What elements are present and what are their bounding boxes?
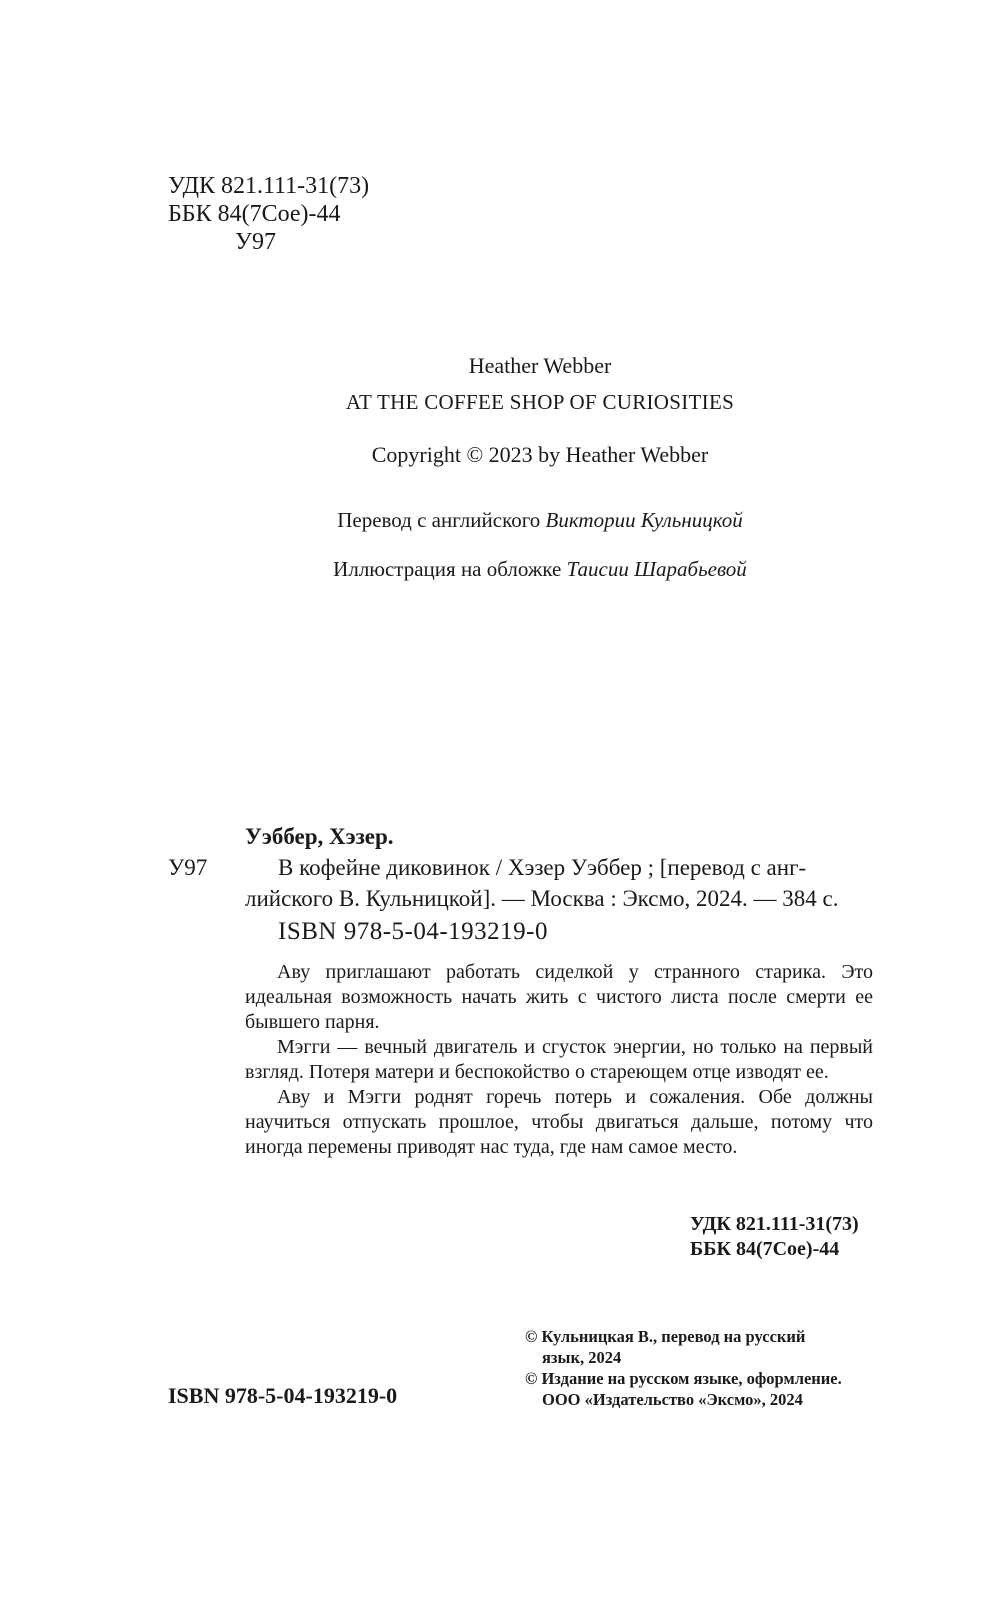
original-title: AT THE COFFEE SHOP OF CURIOSITIES: [345, 390, 735, 414]
catalog-line-1: В кофейне диковинок / Хэзер Уэббер ; [перевод с анг-: [278, 855, 807, 880]
translation-prefix: Перевод с английского: [337, 508, 546, 532]
author-mark: У97: [235, 229, 276, 255]
abstract-paragraph: Аву и Мэгги роднят горечь потерь и сожаления. Обе должны научиться отпускать прошлое, чтобы двигаться дальше, потому что иногда перемены приводят нас туда, где нам самое место.: [245, 1086, 873, 1158]
translation-credit: [0, 508, 1000, 533]
classification-footer: [690, 1212, 859, 1262]
original-copyright: Copyright © 2023 by Heather Webber: [371, 442, 709, 467]
illustrator-name: Таисии Шарабьевой: [566, 557, 747, 581]
original-author: Heather Webber: [468, 353, 612, 378]
translation-copyright-cont: язык, 2024: [542, 1348, 622, 1367]
abstract-paragraph: Мэгги — вечный двигатель и сгусток энергии, но только на первый взгляд. Потеря матери и беспокойство о стареющем отце изводят ее.: [245, 1036, 873, 1083]
catalog-line-2: лийского В. Кульницкой]. — Москва : Эксмо, 2024. — 384 с.: [245, 886, 839, 911]
footer-udk-code: УДК 821.111-31(73): [690, 1213, 859, 1235]
illustration-prefix: Иллюстрация на обложке: [333, 557, 567, 581]
abstract-paragraph: Аву приглашают работать сиделкой у странного старика. Это идеальная возможность начать жить с чистого листа после смерти ее бывшего парня.: [245, 961, 873, 1033]
translation-copyright: © Кульницкая В., перевод на русский: [525, 1327, 806, 1346]
classification-header: [168, 172, 369, 256]
copyright-notices: [525, 1326, 842, 1410]
bbk-code: ББК 84(7Сое)-44: [168, 201, 341, 227]
isbn-bottom: ISBN 978-5-04-193219-0: [168, 1383, 398, 1408]
edition-copyright: © Издание на русском языке, оформление.: [525, 1369, 842, 1388]
illustration-credit: [0, 557, 1000, 582]
footer-bbk-code: ББК 84(7Сое)-44: [690, 1238, 840, 1260]
edition-copyright-cont: ООО «Издательство «Эксмо», 2024: [542, 1390, 803, 1409]
catalog-isbn: ISBN 978-5-04-193219-0: [278, 918, 549, 945]
translator-name: Виктории Кульницкой: [545, 508, 743, 532]
udk-code: УДК 821.111-31(73): [168, 173, 370, 199]
catalog-mark: У97: [168, 855, 208, 880]
abstract: [245, 960, 873, 1160]
catalog-author: Уэббер, Хэзер.: [245, 824, 394, 849]
